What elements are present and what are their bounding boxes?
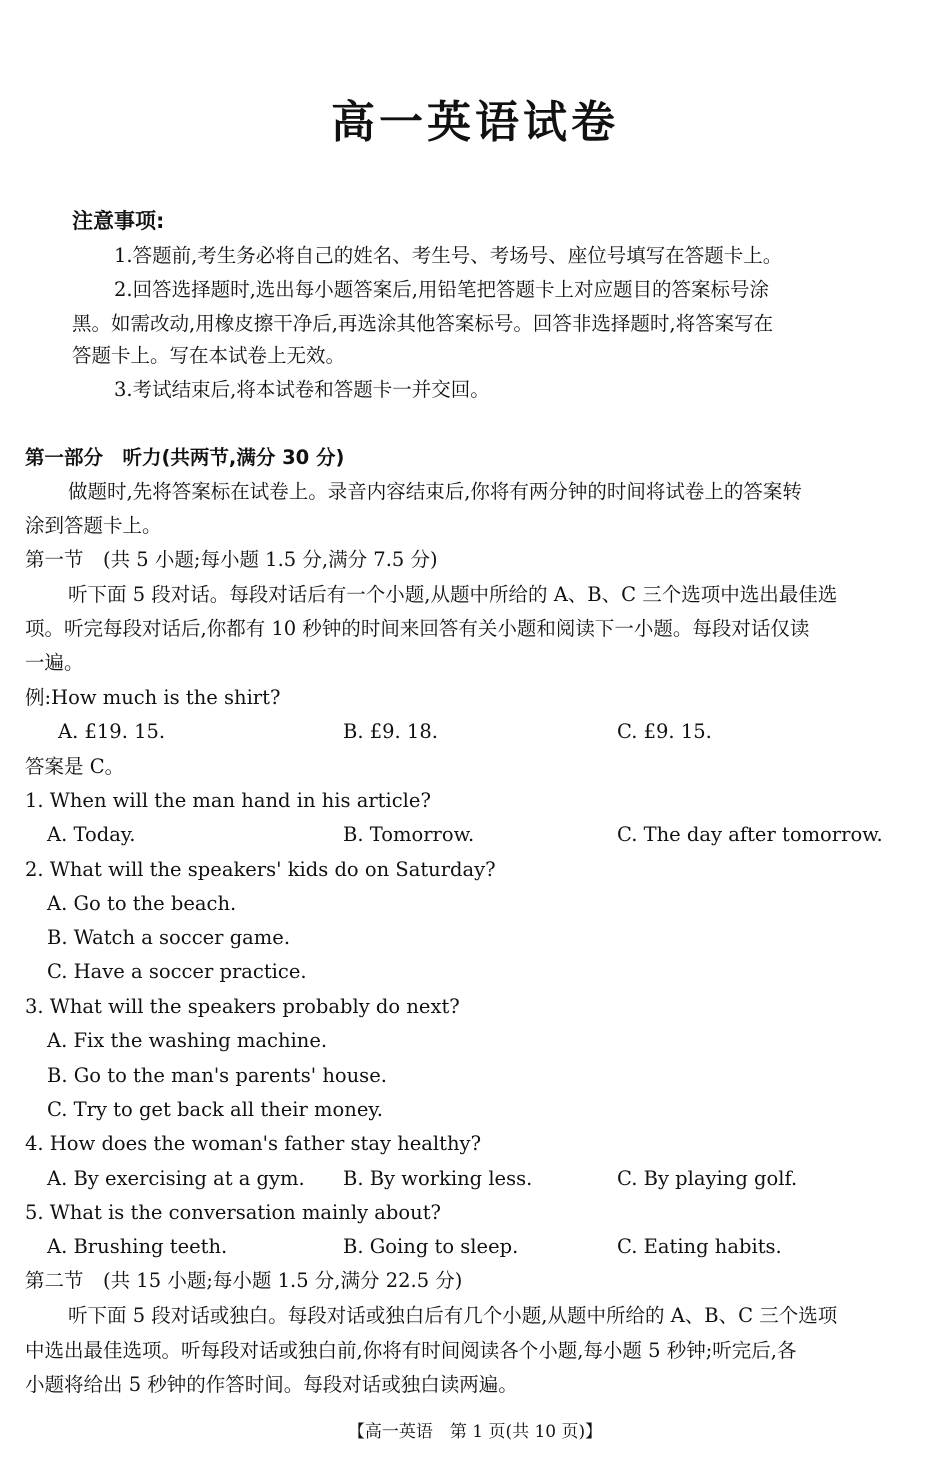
question-1: 1. When will the man hand in his article? [25, 789, 431, 812]
section2-intro-line-3: 小题将给出 5 秒钟的作答时间。每段对话或独白读两遍。 [25, 1373, 518, 1396]
section2-intro-line-1: 听下面 5 段对话或独白。每段对话或独白后有几个小题,从题中所给的 A、B、C 三个选项 [68, 1304, 838, 1327]
question-4: 4. How does the woman's father stay healthy? [25, 1132, 482, 1155]
part1-heading: 第一部分 听力(共两节,满分 30 分) [25, 446, 345, 469]
question-3-option-b: B. Go to the man's parents' house. [47, 1064, 387, 1087]
question-2-option-b: B. Watch a soccer game. [47, 926, 291, 949]
notice-item-2-line-1: 2.回答选择题时,选出每小题答案后,用铅笔把答题卡上对应题目的答案标号涂 [114, 278, 770, 301]
part1-intro-line-1: 做题时,先将答案标在试卷上。录音内容结束后,你将有两分钟的时间将试卷上的答案转 [68, 480, 802, 503]
question-1-option-a: A. Today. [47, 823, 136, 846]
question-2-option-c: C. Have a soccer practice. [47, 960, 307, 983]
example-option-b: B. £9. 18. [343, 720, 438, 743]
question-2: 2. What will the speakers' kids do on Saturday? [25, 858, 496, 881]
notice-heading: 注意事项: [72, 209, 165, 233]
page-title: 高一英语试卷 [331, 97, 619, 148]
notice-item-2-line-2: 黑。如需改动,用橡皮擦干净后,再选涂其他答案标号。回答非选择题时,将答案写在 [72, 312, 774, 335]
question-2-option-a: A. Go to the beach. [47, 892, 237, 915]
section2-heading: 第二节 (共 15 小题;每小题 1.5 分,满分 22.5 分) [25, 1269, 463, 1292]
question-1-option-b: B. Tomorrow. [343, 823, 475, 846]
question-3-option-c: C. Try to get back all their money. [47, 1098, 383, 1121]
question-3-option-a: A. Fix the washing machine. [47, 1029, 328, 1052]
notice-item-3: 3.考试结束后,将本试卷和答题卡一并交回。 [114, 378, 490, 401]
example-answer: 答案是 C。 [25, 755, 125, 778]
section1-intro-line-1: 听下面 5 段对话。每段对话后有一个小题,从题中所给的 A、B、C 三个选项中选出最佳选 [68, 583, 838, 606]
part1-intro-line-2: 涂到答题卡上。 [25, 514, 162, 537]
question-5-option-c: C. Eating habits. [617, 1235, 782, 1258]
question-3: 3. What will the speakers probably do next? [25, 995, 460, 1018]
notice-item-2-line-3: 答题卡上。写在本试卷上无效。 [72, 344, 346, 367]
question-5-option-a: A. Brushing teeth. [47, 1235, 228, 1258]
example-option-c: C. £9. 15. [617, 720, 712, 743]
section1-intro-line-3: 一遍。 [25, 651, 84, 674]
example-option-a: A. £19. 15. [58, 720, 166, 743]
question-4-option-b: B. By working less. [343, 1167, 533, 1190]
section1-intro-line-2: 项。听完每段对话后,你都有 10 秒钟的时间来回答有关小题和阅读下一小题。每段对话仅读 [25, 617, 810, 640]
question-5: 5. What is the conversation mainly about? [25, 1201, 442, 1224]
page-footer: 【高一英语 第 1 页(共 10 页)】 [347, 1422, 603, 1442]
section2-intro-line-2: 中选出最佳选项。听每段对话或独白前,你将有时间阅读各个小题,每小题 5 秒钟;听完后,各 [25, 1339, 797, 1362]
notice-item-1: 1.答题前,考生务必将自己的姓名、考生号、考场号、座位号填写在答题卡上。 [114, 244, 783, 267]
section1-heading: 第一节 (共 5 小题;每小题 1.5 分,满分 7.5 分) [25, 548, 438, 571]
question-1-option-c: C. The day after tomorrow. [617, 823, 883, 846]
question-4-option-c: C. By playing golf. [617, 1167, 798, 1190]
question-5-option-b: B. Going to sleep. [343, 1235, 519, 1258]
example-question: 例:How much is the shirt? [25, 686, 281, 709]
question-4-option-a: A. By exercising at a gym. [47, 1167, 305, 1190]
